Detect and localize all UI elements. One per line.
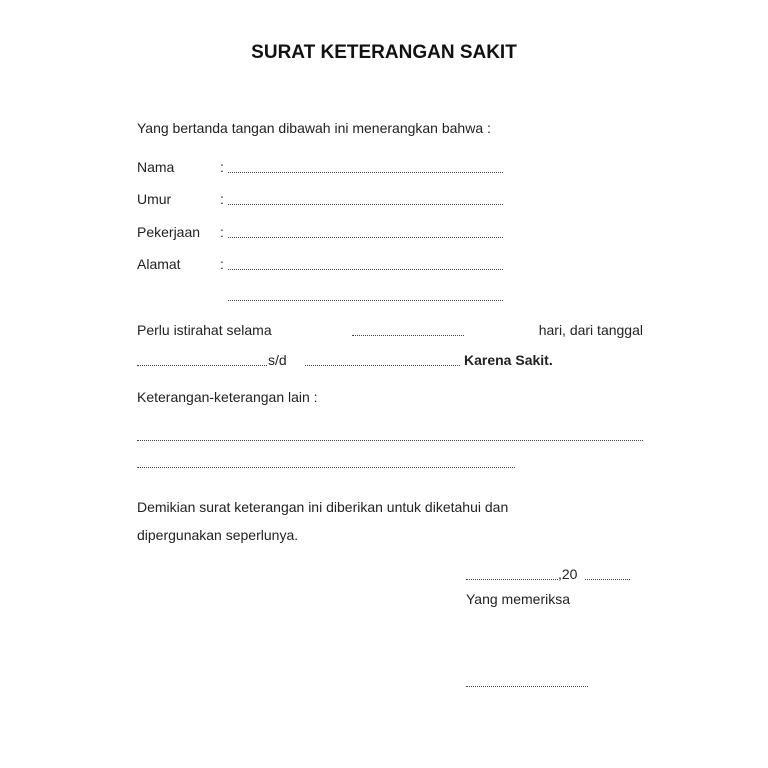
date-to-blank (305, 365, 460, 366)
document-title: SURAT KETERANGAN SAKIT (251, 42, 517, 63)
other-label: Keterangan-keterangan lain : (137, 389, 318, 405)
sd-text: s/d (268, 352, 287, 368)
rest-text-2: hari, dari tanggal (538, 322, 643, 338)
colon: : (220, 224, 224, 240)
label-umur: Umur (137, 191, 172, 207)
days-blank (352, 335, 464, 336)
nama-blank (228, 172, 503, 173)
date-from-blank (137, 365, 267, 366)
pekerjaan-blank (228, 237, 503, 238)
signer-label: Yang memeriksa (466, 591, 571, 607)
colon: : (220, 191, 224, 207)
umur-blank (228, 204, 503, 205)
alamat-blank (228, 269, 503, 270)
signature-blank (466, 686, 588, 687)
label-alamat: Alamat (137, 256, 181, 272)
alamat-blank-2 (228, 300, 503, 301)
other-blank-2 (137, 467, 515, 468)
closing-line-2: dipergunakan seperlunya. (137, 527, 299, 543)
label-pekerjaan: Pekerjaan (137, 224, 201, 240)
place-blank (466, 579, 558, 580)
colon: : (220, 256, 224, 272)
label-nama: Nama (137, 159, 175, 175)
year-blank (585, 579, 630, 580)
closing-line-1: Demikian surat keterangan ini diberikan untuk diketahui dan (137, 499, 509, 515)
intro-text: Yang bertanda tangan dibawah ini menerangkan bahwa : (137, 120, 491, 136)
colon: : (220, 159, 224, 175)
reason-text: Karena Sakit. (464, 352, 553, 368)
year-text: ,20 (558, 566, 578, 582)
other-blank (137, 440, 643, 441)
rest-text: Perlu istirahat selama (137, 322, 272, 338)
